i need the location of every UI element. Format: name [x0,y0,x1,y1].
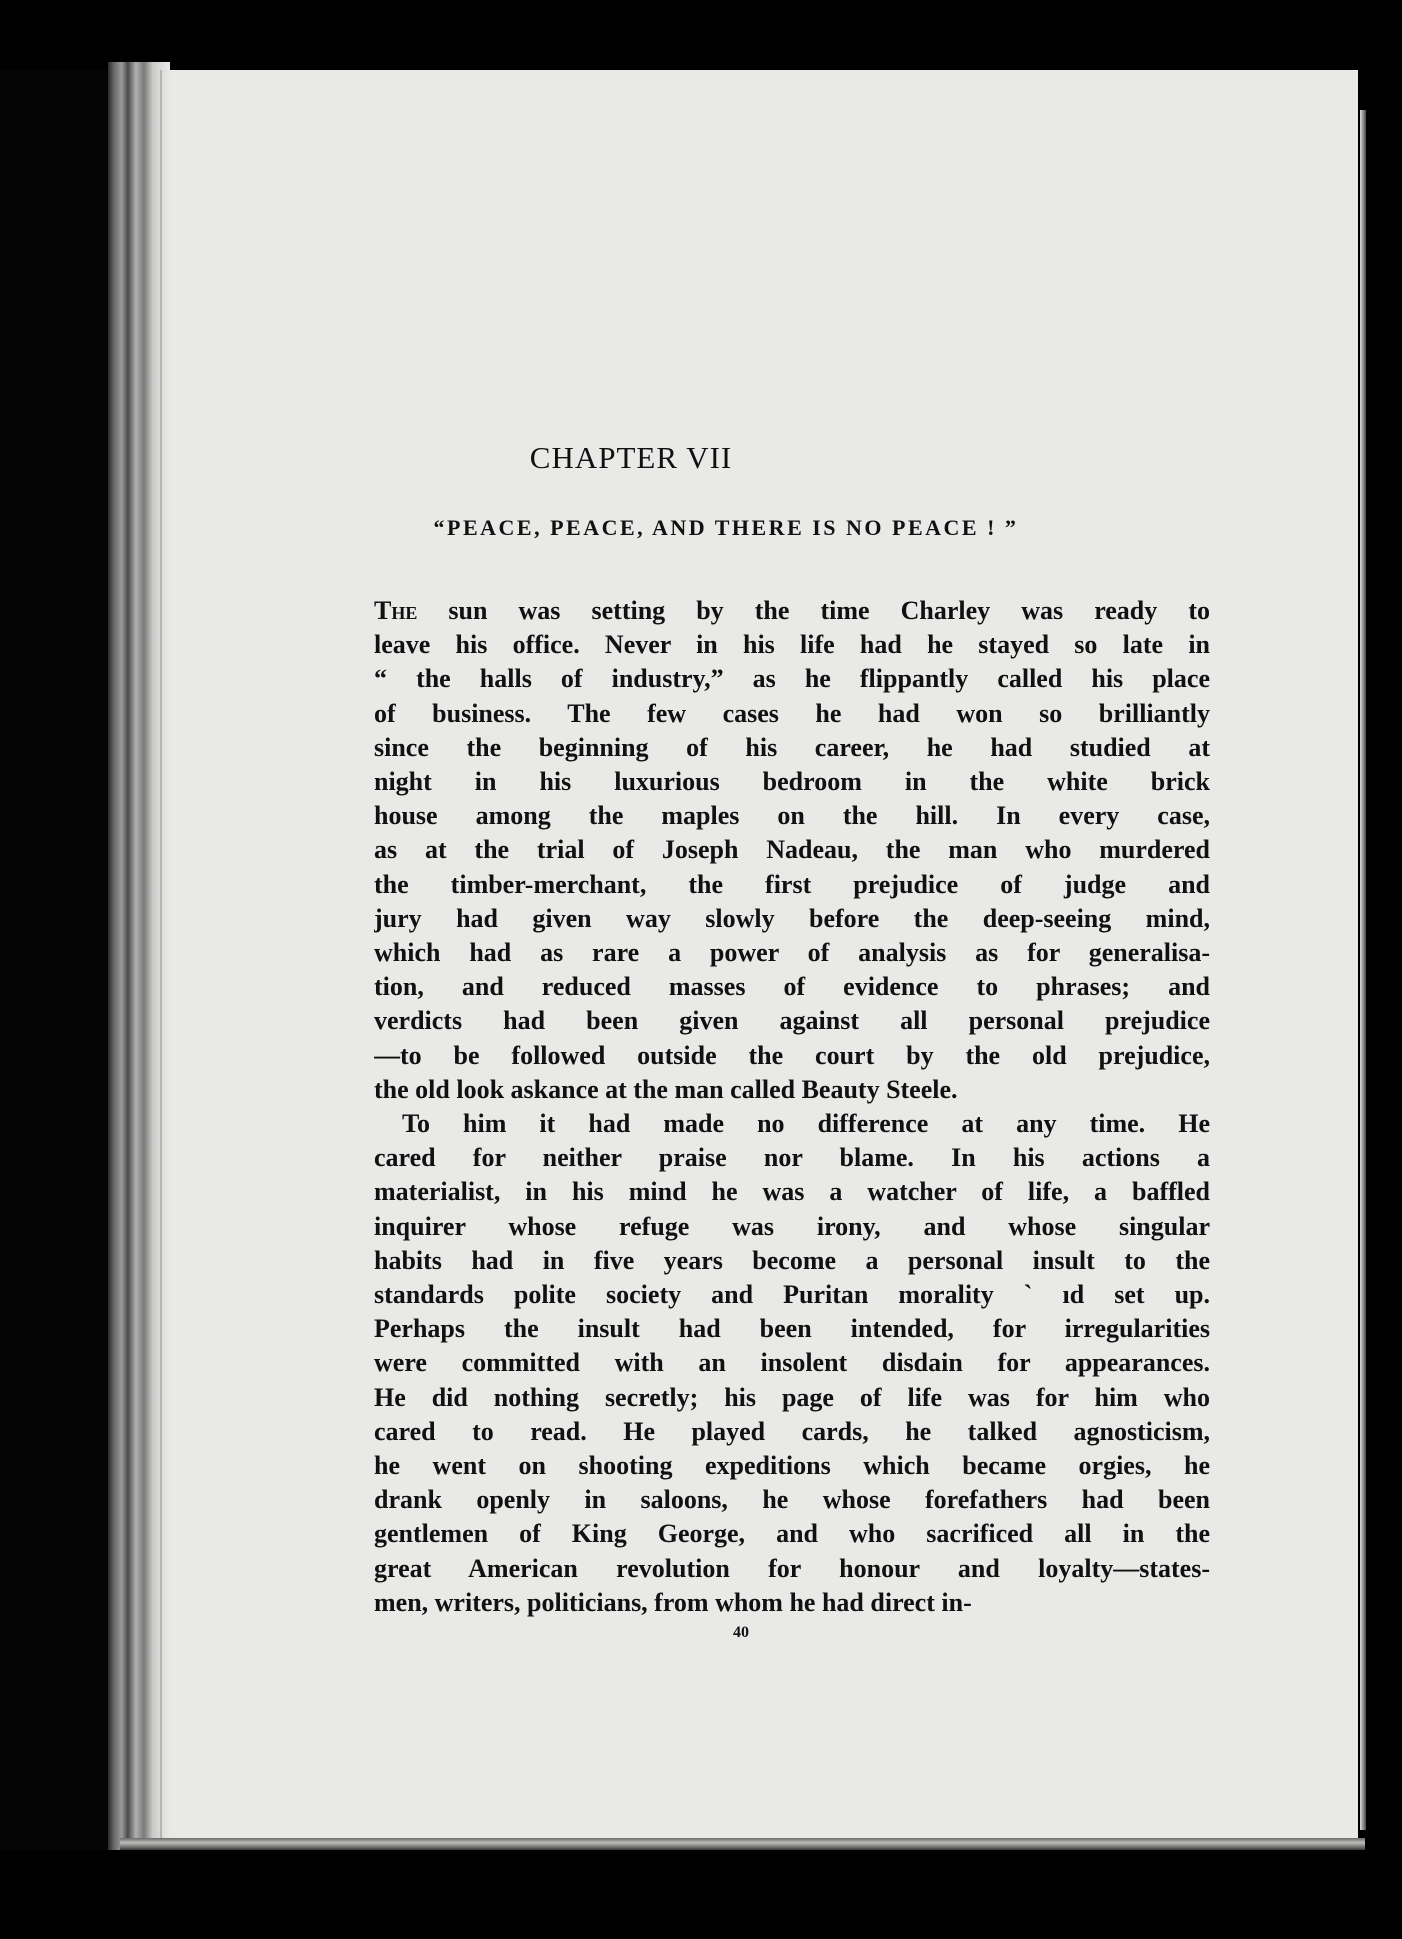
text-line [374,833,1210,867]
line-text: he went on shooting expeditions which became orgies, he [374,1451,1210,1481]
text-line [374,1552,1210,1586]
line-text: since the beginning of his career, he had studied at [374,732,1210,762]
chapter-body [374,594,1210,1620]
text-line [374,1415,1210,1449]
line-text: the old look askance at the man called Beauty Steele. [374,1074,958,1104]
line-text: materialist, in his mind he was a watcher of life, a baffled [374,1177,1210,1207]
line-text: of business. The few cases he had won so brilliantly [374,698,1210,728]
line-text: leave his office. Never in his life had he stayed so late in [374,630,1210,660]
text-line [374,1278,1210,1312]
line-text: —to be followed outside the court by the old prejudice, [374,1040,1210,1070]
text-line [374,902,1210,936]
scan-border-bottom [0,1850,1402,1939]
text-line [374,1449,1210,1483]
chapter-subtitle: “PEACE, PEACE, AND THERE IS NO PEACE ! ” [433,515,1019,540]
page-edge-right [1360,110,1366,1830]
text-line [374,1586,1210,1620]
line-text: To him it had made no difference at any time. He [402,1109,1210,1139]
line-text: men, writers, politicians, from whom he had direct in- [374,1587,972,1617]
text-line [374,936,1210,970]
text-line [374,1210,1210,1244]
text-line [374,1107,1210,1141]
line-text: which had as rare a power of analysis as for generalisa- [374,938,1210,968]
line-text: “ the halls of industry,” as he flippantly called his place [374,664,1210,694]
lead-word: The [374,596,418,625]
line-text: the timber-merchant, the first prejudice of judge and [374,869,1210,899]
text-line [374,799,1210,833]
text-line [374,662,1210,696]
line-text: He did nothing secretly; his page of life was for him who [374,1382,1210,1412]
chapter-title: CHAPTER VII [529,440,733,475]
line-text: habits had in five years become a personal insult to the [374,1245,1210,1275]
text-line [374,970,1210,1004]
text-line [374,731,1210,765]
text-line [374,628,1210,662]
line-text: drank openly in saloons, he whose forefathers had been [374,1485,1210,1515]
text-line [374,765,1210,799]
text-line [374,1244,1210,1278]
line-text: jury had given way slowly before the deep-seeing mind, [374,903,1210,933]
text-line [374,1175,1210,1209]
text-line [374,1039,1210,1073]
text-line [374,1381,1210,1415]
line-text: Perhaps the insult had been intended, for irregularities [374,1314,1210,1344]
line-text: were committed with an insolent disdain for appearances. [374,1348,1210,1378]
line-text: standards polite society and Puritan morality ` ıd set up. [374,1280,1210,1310]
text-line [374,1312,1210,1346]
line-text: gentlemen of King George, and who sacrificed all in the [374,1519,1210,1549]
text-line [374,1483,1210,1517]
line-text: cared for neither praise nor blame. In his actions a [374,1143,1210,1173]
gutter-line [160,70,162,1840]
text-line [374,1517,1210,1551]
line-text: as at the trial of Joseph Nadeau, the man who murdered [374,835,1210,865]
line-text: tion, and reduced masses of evidence to phrases; and [374,972,1210,1002]
page-number: 40 [733,1624,749,1641]
text-line [374,1141,1210,1175]
line-text: cared to read. He played cards, he talked agnosticism, [374,1416,1210,1446]
line-text: house among the maples on the hill. In every case, [374,801,1210,831]
text-line [374,1346,1210,1380]
line-text: sun was setting by the time Charley was ready to [417,596,1210,625]
text-line [374,697,1210,731]
line-text: night in his luxurious bedroom in the white brick [374,767,1210,797]
page-edge-bottom [120,1838,1365,1850]
paragraph [374,1107,1210,1620]
line-text: verdicts had been given against all personal prejudice [374,1006,1210,1036]
text-line [374,1073,1210,1107]
text-line [374,594,1210,628]
text-line [374,868,1210,902]
line-text: inquirer whose refuge was irony, and whose singular [374,1211,1210,1241]
line-text: great American revolution for honour and loyalty—states- [374,1553,1210,1583]
text-line [374,1004,1210,1038]
scan-border-top [0,0,1402,70]
paragraph [374,594,1210,1107]
